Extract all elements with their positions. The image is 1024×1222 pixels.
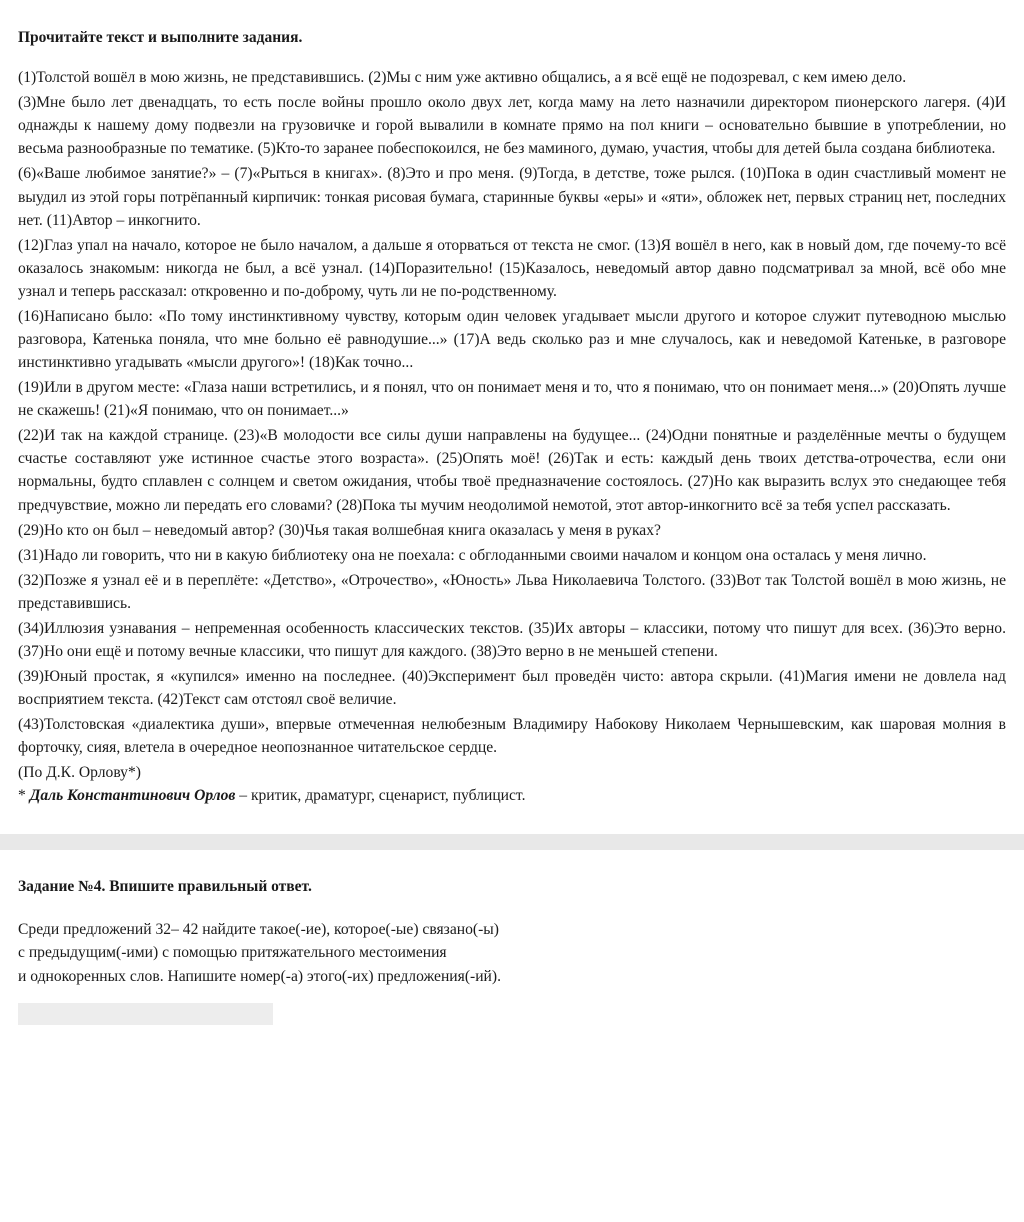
task-section bbox=[0, 878, 1024, 1025]
reading-section bbox=[0, 28, 1024, 808]
question-line: и однокоренных слов. Напишите номер(-а) этого(-их) предложения(-ий). bbox=[18, 967, 501, 985]
text-paragraph: (32)Позже я узнал её и в переплёте: «Детство», «Отрочество», «Юность» Льва Николаевича Толстого. (33)Вот так Толстой вошёл в мою жизнь, не представившись. bbox=[18, 571, 1006, 612]
text-paragraph: (34)Иллюзия узнавания – непременная особенность классических текстов. (35)Их авторы – классики, потому что пишут для всех. (36)Это верно. (37)Но они ещё и потому вечные классики, что пишут для каждого. (38)Это верно в не меньшей степени. bbox=[18, 619, 1006, 661]
bottom-spacer bbox=[0, 1025, 1024, 1065]
text-paragraph: (6)«Ваше любимое занятие?» – (7)«Рыться в книгах». (8)Это и про меня. (9)Тогда, в детстве, тоже рылся. (10)Пока в один счастливый момент не выудил из этой горы потрёпанный кирпичик: тонкая рисовая бумага, старинные буквы «еры» и «яти», обложек нет, первых страниц нет, последних нет. (11)Автор – инкогнито. bbox=[18, 165, 1006, 229]
text-paragraph: (1)Толстой вошёл в мою жизнь, не представившись. (2)Мы с ним уже активно общались, а я всё ещё не подозревал, с кем имею дело. bbox=[18, 69, 907, 87]
text-paragraph: (39)Юный простак, я «купился» именно на последнее. (40)Эксперимент был проведён чисто: автора скрыли. (41)Магия имени не довлела над восприятием текста. (42)Текст сам отстоял своё величие. bbox=[18, 668, 1006, 709]
task-heading: Задание №4. Впишите правильный ответ. bbox=[18, 877, 312, 895]
footnote-marker: * bbox=[18, 787, 30, 805]
answer-input[interactable] bbox=[18, 1003, 273, 1025]
document-page bbox=[0, 28, 1024, 1065]
reading-heading: Прочитайте текст и выполните задания. bbox=[18, 29, 303, 46]
section-divider bbox=[0, 834, 1024, 850]
footnote bbox=[18, 784, 1006, 807]
text-paragraph: (3)Мне было лет двенадцать, то есть после войны прошло около двух лет, когда маму на лето назначили директором пионерского лагеря. (4)И однажды к нашему дому подвезли на грузовичке и горой вывалили в комнате прямо на пол книги – основательно бывшие в употреблении, но весьма разнообразные по тематике. (5)Кто-то заранее побеспокоился, не без маминого, думаю, участия, чтобы для детей была создана библиотека. bbox=[18, 94, 1006, 158]
text-paragraph: (22)И так на каждой странице. (23)«В молодости все силы души направлены на будущее... (24)Одни понятные и разделённые мечты о будущем счастье составляют уже истинное счастье этого возраста». (25)Опять моё! (26)Так и есть: каждый день твоих детства-отрочества, если они нормальны, будто сплавлен с солнцем и светом ожидания, чтобы твоё предназначение состоялось. (27)Но как выразить вслух это снедающее тебя предчувствие, можно ли передать его словами? (28)Пока ты мучим неодолимой немотой, этот автор-инкогнито всё за тебя успел рассказать. bbox=[18, 427, 1006, 514]
footnote-description: – критик, драматург, сценарист, публицист. bbox=[235, 787, 526, 805]
question-line: с предыдущим(-ими) с помощью притяжательного местоимения bbox=[18, 944, 447, 962]
text-paragraph: (29)Но кто он был – неведомый автор? (30)Чья такая волшебная книга оказалась у меня в руках? bbox=[18, 521, 661, 539]
source-attribution: (По Д.К. Орлову*) bbox=[18, 764, 141, 782]
text-paragraph: (43)Толстовская «диалектика души», впервые отмеченная нелюбезным Владимиру Набокову Николаем Чернышевским, как шаровая молния в форточку, сияя, влетела в очередное неопознанное читательское сердце. bbox=[18, 716, 1006, 757]
text-paragraph: (31)Надо ли говорить, что ни в какую библиотеку она не поехала: с обглоданными своими началом и концом она осталась у меня лично. bbox=[18, 546, 927, 564]
question-line: Среди предложений 32– 42 найдите такое(-ие), которое(-ые) связано(-ы) bbox=[18, 920, 499, 938]
footnote-author-name: Даль Константинович Орлов bbox=[29, 787, 236, 805]
text-paragraph: (12)Глаз упал на начало, которое не было началом, а дальше я оторваться от текста не смог. (13)Я вошёл в него, как в новый дом, где почему-то всё оказалось знакомым: никогда не был, а всё узнал. (14)Поразительно! (15)Казалось, неведомый автор давно подсматривал за мной, всё обо мне узнал и теперь рассказал: откровенно и по-доброму, чуть ли не по-родственному. bbox=[18, 236, 1006, 300]
text-paragraph: (19)Или в другом месте: «Глаза наши встретились, и я понял, что он понимает меня и то, что я понимаю, что он понимает меня...» (20)Опять лучше не скажешь! (21)«Я понимаю, что он понимает...» bbox=[18, 379, 1006, 420]
text-paragraph: (16)Написано было: «По тому инстинктивному чувству, которым один человек угадывает мысли другого и которое служит путеводною мыслью разговора, Катенька поняла, что мне больно её равнодушие...» (17)А ведь сколько раз и мне случалось, как и неведомой Катеньке, в разговоре инстинктивно угадывать «мысли другого»! (18)Как точно... bbox=[18, 307, 1006, 372]
